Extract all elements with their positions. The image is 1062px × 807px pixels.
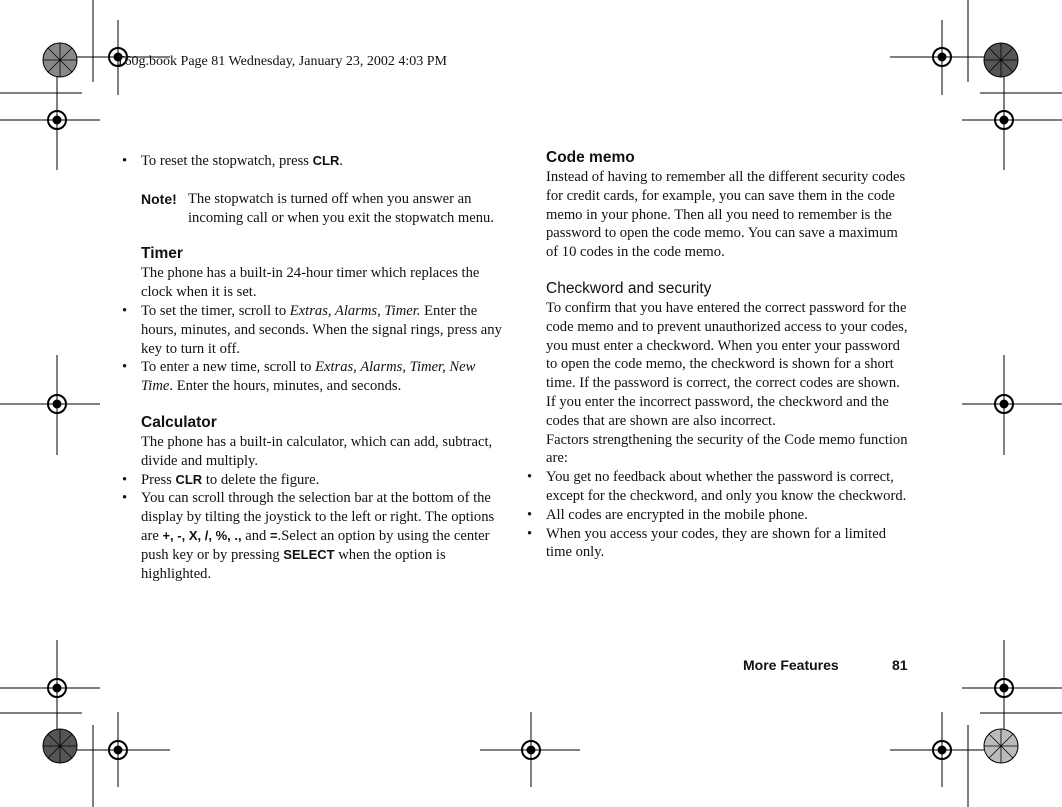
clr-key: CLR bbox=[175, 471, 203, 487]
reset-bullet bbox=[122, 152, 510, 171]
footer-section-title: More Features bbox=[743, 657, 839, 673]
calc-b1-pre: Press bbox=[141, 471, 176, 488]
stopwatch-note bbox=[141, 190, 510, 228]
calculator-body: The phone has a built-in calculator, which can add, subtract, divide and multiply. bbox=[141, 433, 493, 469]
timer-b1-post: Enter the hours, minutes, and seconds. When the signal rings, press any key to turn it off. bbox=[141, 302, 502, 357]
clr-key: CLR bbox=[312, 153, 340, 168]
reset-post: . bbox=[339, 153, 344, 169]
security-bullet: • When you access your codes, they are shown for a limited time only. bbox=[527, 525, 911, 563]
calc-b2-post2: when the option is highlighted. bbox=[141, 546, 446, 582]
timer-b1-menu: Extras, Alarms, Timer. bbox=[289, 302, 421, 319]
book-header-line: T60g.book Page 81 Wednesday, January 23, 2002 4:03 PM bbox=[116, 54, 447, 69]
code-memo-heading: Code memo bbox=[546, 149, 635, 166]
calculator-bullet-1 bbox=[122, 471, 510, 490]
checkword-heading: Checkword and security bbox=[546, 279, 712, 297]
left-column bbox=[122, 152, 510, 583]
security-bullet: • All codes are encrypted in the mobile phone. bbox=[527, 506, 911, 525]
timer-b1-pre: To set the timer, scroll to bbox=[141, 302, 290, 319]
timer-b2-post: . Enter the hours, minutes, and seconds. bbox=[169, 378, 402, 395]
note-text: The stopwatch is turned off when you answer an incoming call or when you exit the stopwatch menu. bbox=[188, 190, 494, 226]
reset-pre: To reset the stopwatch, press bbox=[141, 153, 313, 169]
calculator-bullet-2 bbox=[122, 489, 510, 583]
timer-bullet-1 bbox=[122, 302, 510, 358]
code-memo-body: Instead of having to remember all the different security codes for credit cards, for example, you can save them in the code memo in your phone. Then all you need to remember is the password to open the code memo. You can save a maximum of 10 codes in the code memo. bbox=[546, 169, 906, 261]
right-column bbox=[527, 148, 911, 562]
note-label: Note! bbox=[141, 190, 177, 207]
calc-equals: = bbox=[269, 527, 278, 543]
timer-bullet-2 bbox=[122, 358, 510, 396]
timer-b2-menu: Extras, Alarms, Timer, New Time bbox=[141, 359, 476, 395]
security-bullet: • You get no feedback about whether the password is correct, except for the checkword, and only you know the checkword. bbox=[527, 468, 911, 506]
timer-b2-pre: To enter a new time, scroll to bbox=[141, 359, 316, 376]
calculator-heading: Calculator bbox=[141, 413, 217, 431]
timer-heading: Timer bbox=[141, 245, 183, 263]
checkword-body-1: To confirm that you have entered the correct password for the code memo and to prevent unauthorized access to your codes, you must enter a checkword. When you enter your password to open the code memo, the checkword is shown for a short time. If the password is correct, the correct codes are shown. If you enter the incorrect password, the checkword and the codes that are shown are also incorrect. bbox=[546, 299, 908, 429]
calc-b2-post1: .Select an option by using the center push key or by pressing bbox=[141, 527, 490, 563]
timer-body: The phone has a built-in 24-hour timer which replaces the clock when it is set. bbox=[141, 265, 480, 301]
calc-operators: +, -, X, /, %, ., bbox=[162, 527, 242, 543]
select-key: SELECT bbox=[283, 546, 335, 562]
checkword-body-2: Factors strengthening the security of the Code memo function are: bbox=[546, 431, 908, 467]
calc-b2-pre: You can scroll through the selection bar at the bottom of the display by tilting the joystick to the left or right. The options are bbox=[141, 490, 495, 544]
page-number: 81 bbox=[892, 657, 908, 673]
calc-b2-mid: and bbox=[241, 527, 270, 544]
calc-b1-post: to delete the figure. bbox=[202, 471, 320, 488]
